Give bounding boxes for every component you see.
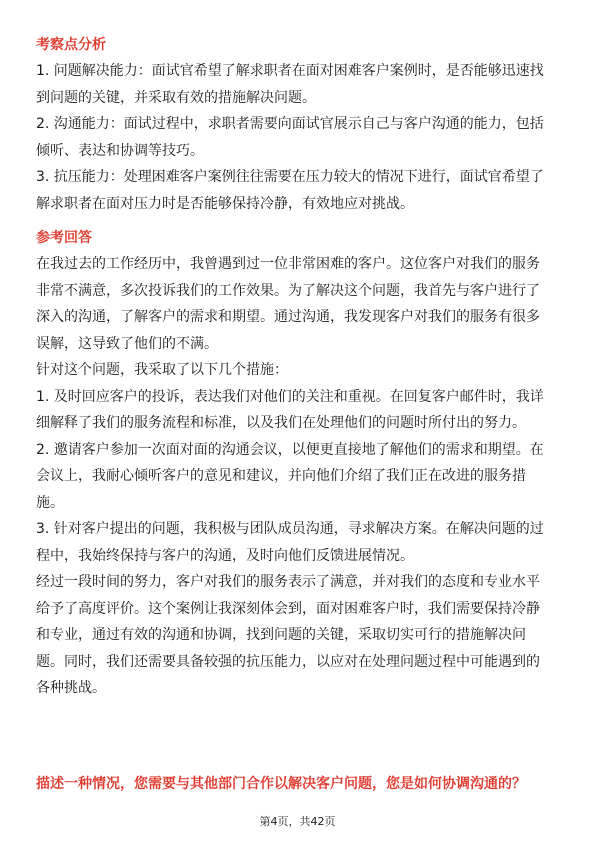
analysis-section xyxy=(36,62,559,213)
answer-line: 会议上，我耐心倾听客户的意见和建议，并向他们介绍了我们正在改进的服务措 xyxy=(36,468,526,484)
answer-line: 非常不满意，多次投诉我们的工作效果。为了解决这个问题，我首先与客户进行了 xyxy=(36,282,540,299)
answer-line: 给予了高度评价。这个案例让我深刻体会到，面对困难客户时，我们需要保持冷静 xyxy=(36,600,540,617)
answer-line: 施。 xyxy=(36,494,64,511)
answer-line: 细解释了我们的服务流程和标准，以及我们在处理他们的问题时所付出的努力。 xyxy=(36,415,526,431)
next-question-heading: 描述一种情况，您需要与其他部门合作以解决客户问题，您是如何协调沟通的？ xyxy=(36,776,526,792)
document-body xyxy=(36,36,559,706)
analysis-line: 2. 沟通能力：面试过程中，求职者需要向面试官展示自己与客户沟通的能力，包括 xyxy=(36,116,544,132)
answer-line: 深入的沟通，了解客户的需求和期望。通过沟通，我发现客户对我们的服务有很多 xyxy=(36,309,540,325)
answer-line: 各种挑战。 xyxy=(36,680,106,696)
answer-line: 1. 及时回应客户的投诉，表达我们对他们的关注和重视。在回复客户邮件时，我详 xyxy=(36,388,544,405)
answer-line: 在我过去的工作经历中，我曾遇到过一位非常困难的客户。这位客户对我们的服务 xyxy=(36,256,540,272)
analysis-line: 倾听、表达和协调等技巧。 xyxy=(36,142,204,159)
answer-line: 和专业，通过有效的沟通和协调，找到问题的关键，采取切实可行的措施解决问 xyxy=(36,627,526,643)
analysis-line: 解求职者在面对压力时是否能够保持冷静，有效地应对挑战。 xyxy=(36,195,414,212)
analysis-line: 3. 抗压能力：处理困难客户案例往往需要在压力较大的情况下进行，面试官希望了 xyxy=(36,169,544,185)
answer-line: 2. 邀请客户参加一次面对面的沟通会议，以便更直接地了解他们的需求和期望。在 xyxy=(36,441,544,458)
answer-section xyxy=(36,255,559,697)
page-number: 第4页，共42页 xyxy=(259,815,336,828)
answer-line: 针对这个问题，我采取了以下几个措施： xyxy=(36,362,288,378)
answer-heading: 参考回答 xyxy=(36,230,92,246)
analysis-line: 到问题的关键，并采取有效的措施解决问题。 xyxy=(36,89,316,106)
analysis-heading: 考察点分析 xyxy=(36,37,106,53)
answer-line: 程中，我始终保持与客户的沟通，及时向他们反馈进展情况。 xyxy=(36,547,414,564)
answer-line: 3. 针对客户提出的问题，我积极与团队成员沟通，寻求解决方案。在解决问题的过 xyxy=(36,521,544,537)
answer-line: 经过一段时间的努力，客户对我们的服务表示了满意，并对我们的态度和专业水平 xyxy=(36,574,540,590)
answer-line: 误解，这导致了他们的不满。 xyxy=(36,335,218,352)
answer-line: 题。同时，我们还需要具备较强的抗压能力，以应对在处理问题过程中可能遇到的 xyxy=(36,653,540,670)
analysis-line: 1. 问题解决能力：面试官希望了解求职者在面对困难客户案例时，是否能够迅速找 xyxy=(36,63,544,79)
